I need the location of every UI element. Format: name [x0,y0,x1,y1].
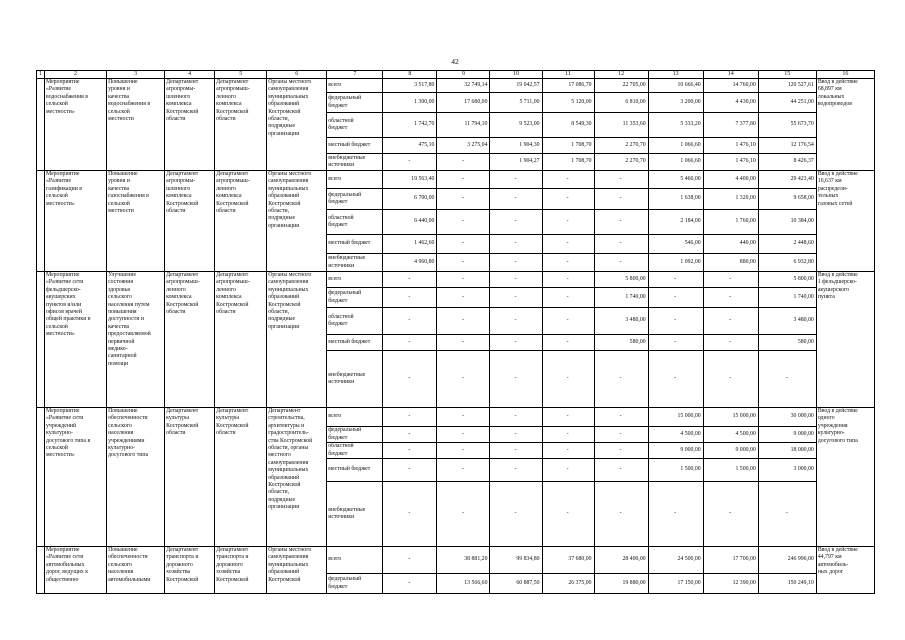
amount-cell: 1 760,00 [703,210,758,235]
financing-source-cell: внебюджетные источники [327,482,383,547]
amount-cell: - [542,171,594,189]
amount-cell: 1 066,60 [648,138,703,154]
amount-cell: 1 904,30 [490,138,542,154]
amount-cell: 1 638,00 [648,189,703,210]
amount-cell: - [490,288,542,308]
amount-cell: 5 460,00 [648,171,703,189]
amount-cell: - [594,443,648,459]
amount-cell: - [648,351,703,408]
event-name-cell: Мероприятие «Развитие водоснабжения в сельской местности» [45,79,107,171]
amount-cell: - [542,482,594,547]
amount-cell: 3 480,00 [594,308,648,335]
amount-cell: - [703,272,758,288]
amount-cell: - [437,254,490,272]
amount-cell: - [383,351,437,408]
amount-cell: - [437,189,490,210]
amount-cell: 3 200,00 [648,93,703,113]
amount-cell: 2 270,70 [594,154,648,171]
amount-cell: 9 000,00 [648,443,703,459]
column-number: 3 [107,71,165,79]
amount-cell: - [383,547,437,574]
participants-cell: Органы местного самоуправления муниципальных образований Костромской области, подрядные организации [267,272,327,408]
column-number: 9 [437,71,490,79]
responsible-executor-cell: Департамент транспорта и дорожного хозяйства Костромской [165,547,215,594]
amount-cell: 546,00 [648,235,703,254]
column-number: 6 [267,71,327,79]
goal-cell: Повышение уровня и качества водоснабжения в сельской местности [107,79,165,171]
co-executor-cell: Департамент агропромыш- ленного комплекса Костромской области [215,79,267,171]
amount-cell: - [703,351,758,408]
financing-source-cell: областной бюджет [327,210,383,235]
responsible-executor-cell: Департамент агропромы- шленного комплекса Костромской области [165,171,215,272]
financing-source-cell: внебюджетные источники [327,254,383,272]
amount-cell: - [542,427,594,443]
amount-cell: - [594,459,648,482]
amount-cell: 10 384,00 [758,210,816,235]
financing-source-cell: областной бюджет [327,113,383,138]
amount-cell: 1 904,27 [490,154,542,171]
goal-cell: Повышение обеспеченности сельского населения учреждениями культурно- досугового типа [107,408,165,547]
financing-source-cell: федеральный бюджет [327,574,383,594]
amount-cell: - [648,482,703,547]
amount-cell: 11 794,10 [437,113,490,138]
responsible-executor-cell: Департамент культуры Костромской области [165,408,215,547]
expected-result-cell: Ввод в действие 68,897 км локальных водопроводов [816,79,874,171]
amount-cell: - [490,351,542,408]
participants-cell: Органы местного самоуправления муниципальных образований Костромской области, подрядные организации [267,79,327,171]
amount-cell: - [383,408,437,427]
financing-source-cell: внебюджетные источники [327,154,383,171]
amount-cell: 9 658,00 [758,189,816,210]
column-number: 11 [542,71,594,79]
amount-cell: - [490,427,542,443]
amount-cell: 8 549,30 [542,113,594,138]
column-number: 15 [758,71,816,79]
amount-cell: - [383,459,437,482]
financing-source-cell: федеральный бюджет [327,189,383,210]
amount-cell: 1 476,10 [703,154,758,171]
amount-cell: 6 440,00 [383,210,437,235]
amount-cell: 6 810,00 [594,93,648,113]
amount-cell: 55 673,70 [758,113,816,138]
amount-cell: 11 353,60 [594,113,648,138]
event-name-cell: Мероприятие «Развитие сети фельдшерско- акушерских пунктов и/или офисов врачей общей практики в сельской местности» [45,272,107,408]
amount-cell: 60 887,50 [490,574,542,594]
amount-cell: - [437,408,490,427]
amount-cell: 4 960,80 [383,254,437,272]
amount-cell: 2 270,70 [594,138,648,154]
amount-cell: 5 711,00 [490,93,542,113]
column-number: 4 [165,71,215,79]
goal-cell: Повышение обеспеченности сельского населения автомобильными [107,547,165,594]
amount-cell: - [594,408,648,427]
amount-cell: 9 000,00 [758,427,816,443]
amount-cell: - [542,272,594,288]
amount-cell: - [703,288,758,308]
financing-source-cell: всего [327,79,383,93]
amount-cell: 1 320,00 [703,189,758,210]
amount-cell: 13 566,60 [437,574,490,594]
amount-cell: 120 527,61 [758,79,816,93]
amount-cell: 14 760,00 [703,79,758,93]
amount-cell: 44 251,00 [758,93,816,113]
amount-cell: 37 680,00 [542,547,594,574]
amount-cell: - [594,171,648,189]
amount-cell: 4 500,00 [648,427,703,443]
financing-source-cell: всего [327,171,383,189]
amount-cell: 5 800,00 [758,272,816,288]
amount-cell: 30 000,00 [758,408,816,427]
participants-cell: Органы местного самоуправления муниципальных образований Костромской [267,547,327,594]
row-index-cell [37,547,45,594]
amount-cell: - [383,308,437,335]
event-name-cell: Мероприятие «Развитие сети автомобильных дорог, ведущих к общественно [45,547,107,594]
row-index-cell [37,171,45,272]
amount-cell: 9 523,00 [490,113,542,138]
goal-cell: Повышение уровня и качества газоснабжения в сельской местности [107,171,165,272]
amount-cell: - [490,189,542,210]
financing-source-cell: областной бюджет [327,443,383,459]
amount-cell: - [437,210,490,235]
amount-cell: - [542,189,594,210]
amount-cell: - [542,254,594,272]
financing-source-cell: всего [327,272,383,288]
amount-cell: - [542,335,594,351]
financing-source-cell: местный бюджет [327,138,383,154]
column-number-row [37,71,875,79]
amount-cell: 7 377,80 [703,113,758,138]
amount-cell: 32 749,14 [437,79,490,93]
amount-cell: - [437,308,490,335]
amount-cell: - [542,459,594,482]
co-executor-cell: Департамент агропромыш- ленного комплекса Костромской области [215,272,267,408]
amount-cell: 440,00 [703,235,758,254]
co-executor-cell: Департамент культуры Костромской области [215,408,267,547]
amount-cell: 17 150,00 [648,574,703,594]
financing-source-cell: всего [327,408,383,427]
amount-cell: 1 500,00 [703,459,758,482]
amount-cell: - [490,443,542,459]
amount-cell: - [383,335,437,351]
column-number: 14 [703,71,758,79]
amount-cell: - [542,408,594,427]
amount-cell: 38 881,20 [437,547,490,574]
participants-cell: Департамент строительства, архитектуры и градостроитель- ства Костромской области, органы местного самоуправления муниципальных образований Костромской области, подрядные организации [267,408,327,547]
amount-cell: - [490,482,542,547]
responsible-executor-cell: Департамент агропромыш- ленного комплекса Костромской области [165,272,215,408]
page-number: 42 [451,57,459,66]
amount-cell: 1 092,00 [648,254,703,272]
amount-cell: 2 448,60 [758,235,816,254]
co-executor-cell: Департамент транспорта и дорожного хозяйства Костромской [215,547,267,594]
financing-source-cell: местный бюджет [327,235,383,254]
amount-cell: 4 430,00 [703,93,758,113]
column-number: 7 [327,71,383,79]
amount-cell: - [594,351,648,408]
goal-cell: Улучшение состояния здоровья сельского населения путем повышения доступности и качества предоставляемой первичной медико- санитарной помощи [107,272,165,408]
responsible-executor-cell: Департамент агропромы- шленного комплекса Костромской области [165,79,215,171]
amount-cell: 5 800,00 [594,272,648,288]
amount-cell: - [542,210,594,235]
amount-cell: - [703,482,758,547]
amount-cell: 3 000,00 [758,459,816,482]
amount-cell: 4 400,00 [703,171,758,189]
amount-cell: 1 740,00 [594,288,648,308]
financing-source-cell: федеральный бюджет [327,93,383,113]
amount-cell: - [648,272,703,288]
amount-cell: 1 066,60 [648,154,703,171]
amount-cell: 17 700,00 [703,547,758,574]
amount-cell: - [542,308,594,335]
amount-cell: - [437,351,490,408]
amount-cell: - [542,351,594,408]
amount-cell: 17 680,00 [437,93,490,113]
amount-cell: - [437,443,490,459]
amount-cell: 22 705,00 [594,79,648,93]
amount-cell: 1 476,10 [703,138,758,154]
financing-source-cell: местный бюджет [327,335,383,351]
amount-cell: - [758,482,816,547]
financing-row [37,79,875,93]
amount-cell: - [383,574,437,594]
amount-cell: - [648,335,703,351]
amount-cell: - [383,443,437,459]
expected-result-cell: Ввод в действие одного учреждения культурно- досугового типа [816,408,874,547]
amount-cell: - [648,308,703,335]
amount-cell: - [490,235,542,254]
column-number: 2 [45,71,107,79]
program-table [36,70,875,594]
amount-cell: - [594,482,648,547]
amount-cell: 6 700,00 [383,189,437,210]
amount-cell: 3 480,00 [758,308,816,335]
amount-cell: 3 517,80 [383,79,437,93]
financing-row [37,171,875,189]
amount-cell: - [594,427,648,443]
amount-cell: 12 176,54 [758,138,816,154]
amount-cell: 19 042,57 [490,79,542,93]
amount-cell: - [758,351,816,408]
column-number: 13 [648,71,703,79]
amount-cell: - [437,235,490,254]
amount-cell: 150 249,10 [758,574,816,594]
amount-cell: 9 000,00 [703,443,758,459]
amount-cell: 580,00 [758,335,816,351]
amount-cell: 246 996,00 [758,547,816,574]
amount-cell: 5 120,00 [542,93,594,113]
amount-cell: 1 462,60 [383,235,437,254]
amount-cell: - [703,335,758,351]
financing-row [37,272,875,288]
amount-cell: - [594,235,648,254]
amount-cell: 24 500,00 [648,547,703,574]
amount-cell: - [437,171,490,189]
financing-source-cell: местный бюджет [327,459,383,482]
amount-cell: 1 500,00 [648,459,703,482]
column-number: 12 [594,71,648,79]
amount-cell: 1 300,00 [383,93,437,113]
amount-cell: - [437,427,490,443]
amount-cell: 15 000,00 [648,408,703,427]
row-index-cell [37,408,45,547]
amount-cell: - [542,235,594,254]
financing-source-cell: областной бюджет [327,308,383,335]
amount-cell: 5 333,20 [648,113,703,138]
amount-cell: 1 740,00 [758,288,816,308]
amount-cell: - [437,272,490,288]
row-index-cell [37,79,45,171]
amount-cell: - [490,171,542,189]
expected-result-cell: Ввод в действие 16,637 км распредели- тельных газовых сетей [816,171,874,272]
amount-cell: - [437,154,490,171]
column-number: 8 [383,71,437,79]
amount-cell: - [383,154,437,171]
column-number: 1 [37,71,45,79]
amount-cell: 1 742,70 [383,113,437,138]
amount-cell: - [594,210,648,235]
amount-cell: 15 000,00 [703,408,758,427]
amount-cell: - [383,482,437,547]
event-name-cell: Мероприятие «Развитие сети учреждений культурно- досугового типа в сельской местности» [45,408,107,547]
event-name-cell: Мероприятие «Развитие газификации в сельской местности» [45,171,107,272]
amount-cell: 29 423,40 [758,171,816,189]
amount-cell: - [383,272,437,288]
amount-cell: - [490,308,542,335]
amount-cell: 6 932,80 [758,254,816,272]
amount-cell: - [490,408,542,427]
amount-cell: - [542,443,594,459]
amount-cell: - [437,459,490,482]
amount-cell: - [648,288,703,308]
amount-cell: 8 426,37 [758,154,816,171]
amount-cell: 19 880,00 [594,574,648,594]
amount-cell: 99 834,80 [490,547,542,574]
amount-cell: - [703,308,758,335]
amount-cell: - [542,288,594,308]
amount-cell: - [594,189,648,210]
amount-cell: 28 400,00 [594,547,648,574]
column-number: 5 [215,71,267,79]
financing-source-cell: всего [327,547,383,574]
participants-cell: Органы местного самоуправления муниципальных образований Костромской области, подрядные организации [267,171,327,272]
financing-source-cell: федеральный бюджет [327,288,383,308]
row-index-cell [37,272,45,408]
amount-cell: 475,10 [383,138,437,154]
amount-cell: - [490,272,542,288]
amount-cell: 19 563,40 [383,171,437,189]
financing-row [37,408,875,427]
co-executor-cell: Департамент агропромыш- ленного комплекса Костромской области [215,171,267,272]
column-number: 16 [816,71,874,79]
amount-cell: 17 086,70 [542,79,594,93]
expected-result-cell: Ввод в действие 1 фельдшерско- акушерского пункта [816,272,874,408]
amount-cell: 1 708,70 [542,154,594,171]
amount-cell: - [490,335,542,351]
amount-cell: 4 500,00 [703,427,758,443]
amount-cell: 1 708,70 [542,138,594,154]
amount-cell: - [437,288,490,308]
amount-cell: - [437,482,490,547]
amount-cell: 26 375,00 [542,574,594,594]
amount-cell: 880,00 [703,254,758,272]
financing-row [37,547,875,574]
amount-cell: - [490,459,542,482]
expected-result-cell: Ввод в действие 44,797 км автомобиль- ных дорог [816,547,874,594]
amount-cell: 12 390,00 [703,574,758,594]
amount-cell: 10 666,40 [648,79,703,93]
amount-cell: - [383,288,437,308]
column-number: 10 [490,71,542,79]
amount-cell: 3 275,04 [437,138,490,154]
amount-cell: 18 000,00 [758,443,816,459]
amount-cell: - [383,427,437,443]
amount-cell: - [437,335,490,351]
amount-cell: 2 184,00 [648,210,703,235]
amount-cell: - [594,254,648,272]
amount-cell: 580,00 [594,335,648,351]
amount-cell: - [490,254,542,272]
financing-source-cell: федеральный бюджет [327,427,383,443]
financing-source-cell: внебюджетные источники [327,351,383,408]
amount-cell: - [490,210,542,235]
